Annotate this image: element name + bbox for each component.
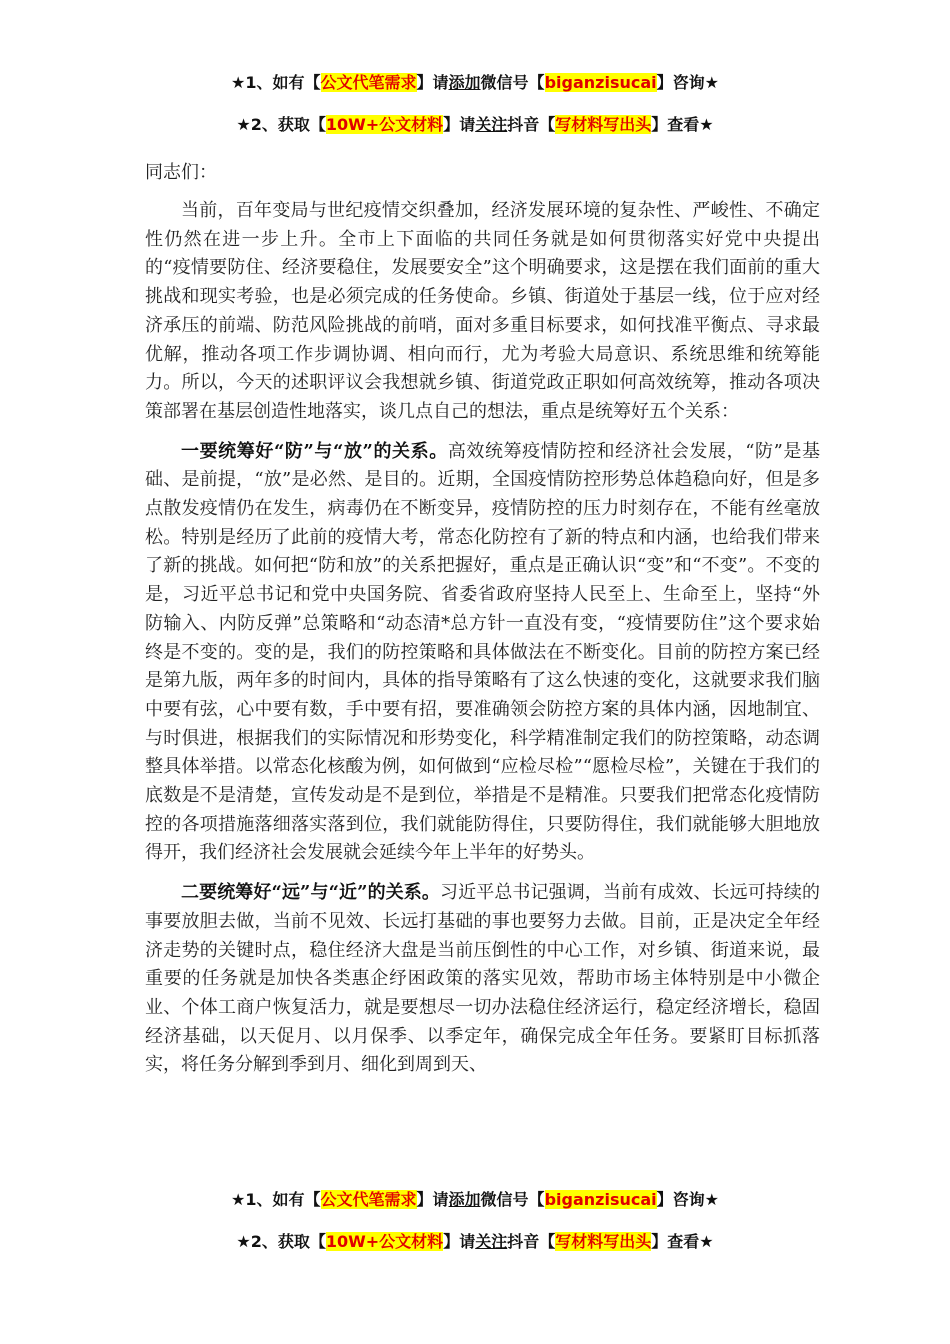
document-body <box>145 197 820 1091</box>
banner-highlight: 公文代笔需求 <box>320 1190 417 1209</box>
banner-text: 】请 <box>443 115 476 134</box>
banner-text: ★2、获取【 <box>236 1232 326 1251</box>
banner-text: 抖音【 <box>507 1232 556 1251</box>
banner-underline: 添加 <box>448 1190 481 1209</box>
paragraph <box>145 197 820 427</box>
banner-text: 】请 <box>443 1232 476 1251</box>
promo-banner-top-1 <box>0 70 950 93</box>
banner-text: 微信号【 <box>480 73 545 92</box>
banner-highlight: 10W+公文材料 <box>325 1232 444 1251</box>
banner-text: 】查看★ <box>651 1232 714 1251</box>
promo-banner-bottom-1 <box>0 1187 950 1210</box>
paragraph-text: 习近平总书记强调，当前有成效、长远可持续的事要放胆去做，当前不见效、长远打基础的事也要努力去做。目前，正是决定全年经济走势的关键时点，稳住经济大盘是当前压倒性的中心工作，对乡镇、街道来说，最重要的任务就是加快各类惠企纾困政策的落实见效，帮助市场主体特别是中小微企业、个体工商户恢复活力，就是要想尽一切办法稳住经济运行，稳定经济增长，稳固经济基础，以天促月、以月保季、以季定年，确保完成全年任务。要紧盯目标抓落实，将任务分解到季到月、细化到周到天、 <box>145 882 821 1076</box>
banner-text: 】查看★ <box>651 115 714 134</box>
banner-highlight: 10W+公文材料 <box>325 115 444 134</box>
banner-highlight: 公文代笔需求 <box>320 73 417 92</box>
promo-banner-top-2 <box>0 112 950 135</box>
banner-highlight: biganzisucai <box>544 1190 657 1209</box>
paragraph-lead: 一要统筹好“防”与“放”的关系。 <box>181 440 448 462</box>
banner-text: ★1、如有【 <box>231 73 321 92</box>
paragraph-text: 当前，百年变局与世纪疫情交织叠加，经济发展环境的复杂性、严峻性、不确定性仍然在进一步上升。全市上下面临的共同任务就是如何贯彻落实好党中央提出的“疫情要防住、经济要稳住，发展要安全”这个明确要求，这是摆在我们面前的重大挑战和现实考验，也是必须完成的任务使命。乡镇、街道处于基层一线，位于应对经济承压的前端、防范风险挑战的前哨，面对多重目标要求，如何找准平衡点、寻求最优解，推动各项工作步调协调、相向而行，尤为考验大局意识、系统思维和统筹能力。所以，今天的述职评议会我想就乡镇、街道党政正职如何高效统筹，推动各项决策部署在基层创造性地落实，谈几点自己的想法，重点是统筹好五个关系： <box>145 200 820 422</box>
banner-highlight: 写材料写出头 <box>555 115 652 134</box>
banner-text: 抖音【 <box>507 115 556 134</box>
banner-highlight: 写材料写出头 <box>555 1232 652 1251</box>
paragraph <box>145 879 820 1080</box>
banner-text: 】请 <box>416 1190 449 1209</box>
banner-highlight: biganzisucai <box>544 73 657 92</box>
greeting: 同志们： <box>145 162 217 183</box>
paragraph-text: 高效统筹疫情防控和经济社会发展，“防”是基础、是前提，“放”是必然、是目的。近期，全国疫情防控形势总体趋稳向好，但是多点散发疫情仍在发生，病毒仍在不断变异，疫情防控的压力时刻存在，不能有丝毫放松。特别是经历了此前的疫情大考，常态化防控有了新的特点和内涵，也给我们带来了新的挑战。如何把“防和放”的关系把握好，重点是正确认识“变”和“不变”。不变的是，习近平总书记和党中央国务院、省委省政府坚持人民至上、生命至上，坚持“外防输入、内防反弹”总策略和“动态清*总方针一直没有变，“疫情要防住”这个要求始终是不变的。变的是，我们的防控策略和具体做法在不断变化。目前的防控方案已经是第九版，两年多的时间内，具体的指导策略有了这么快速的变化，这就要求我们脑中要有弦，心中要有数，手中要有招，要准确领会防控方案的具体内涵，因地制宜、与时俱进，根据我们的实际情况和形势变化，科学精准制定我们的防控策略，动态调整具体举措。以常态化核酸为例，如何做到“应检尽检”“愿检尽检”，关键在于我们的底数是不是清楚，宣传发动是不是到位，举措是不是精准。只要我们把常态化疫情防控的各项措施落细落实落到位，我们就能防得住，只要防得住，我们就能够大胆地放得开，我们经济社会发展就会延续今年上半年的好势头。 <box>145 440 820 864</box>
banner-underline: 关注 <box>475 115 508 134</box>
banner-text: 】咨询★ <box>656 1190 719 1209</box>
paragraph-lead: 二要统筹好“远”与“近”的关系。 <box>181 882 441 904</box>
banner-text: ★2、获取【 <box>236 115 326 134</box>
banner-text: 】咨询★ <box>656 73 719 92</box>
promo-banner-bottom-2 <box>0 1229 950 1252</box>
banner-underline: 关注 <box>475 1232 508 1251</box>
banner-text: 】请 <box>416 73 449 92</box>
banner-underline: 添加 <box>448 73 481 92</box>
paragraph <box>145 438 820 869</box>
banner-text: ★1、如有【 <box>231 1190 321 1209</box>
banner-text: 微信号【 <box>480 1190 545 1209</box>
